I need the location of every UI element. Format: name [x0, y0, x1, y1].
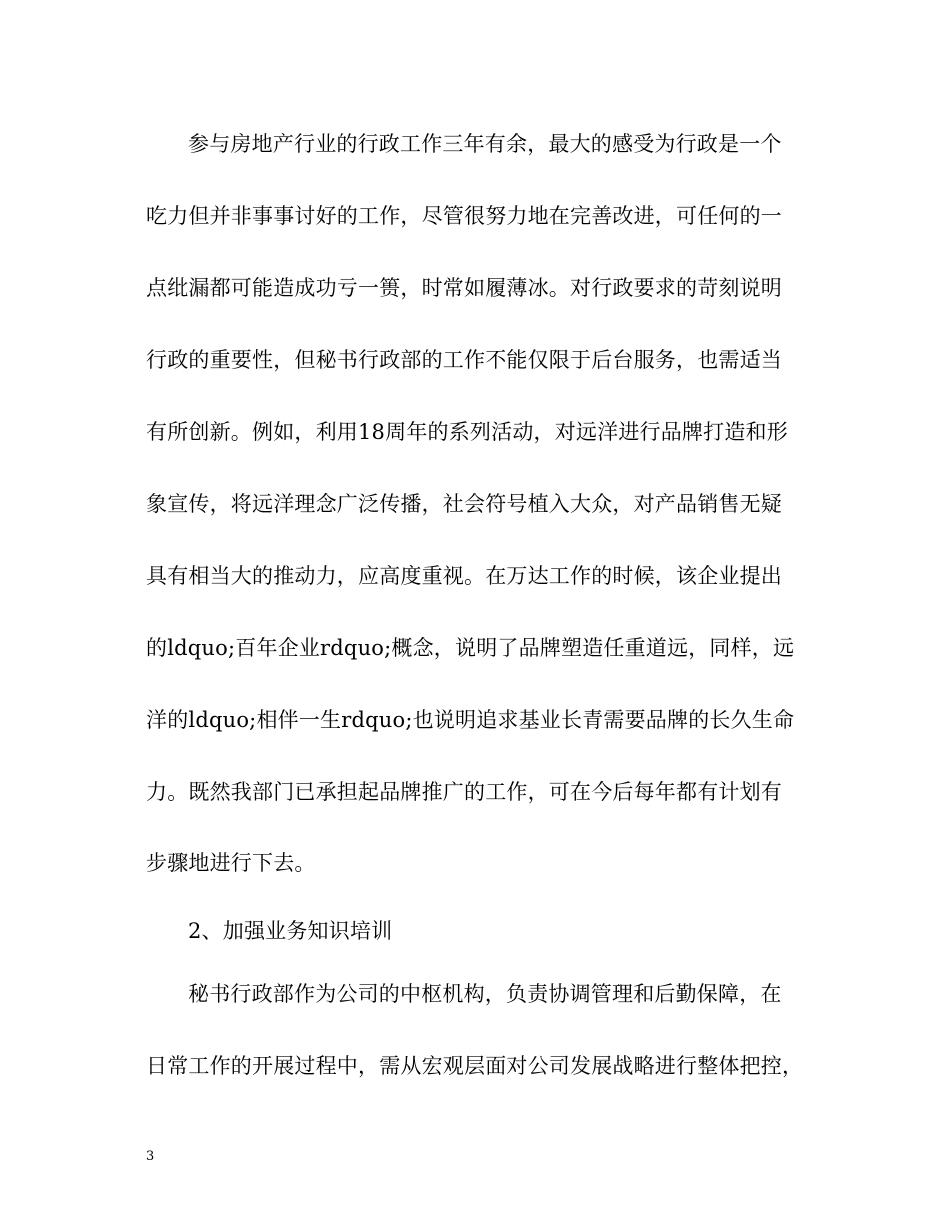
paragraph-line: 洋的ldquo;相伴一生rdquo;也说明追求基业长青需要品牌的长久生命	[146, 708, 795, 732]
paragraph-line: 力。既然我部门已承担起品牌推广的工作，可在今后每年都有计划有	[146, 780, 782, 804]
paragraph-line: 步骤地进行下去。	[146, 851, 316, 875]
paragraph-line: 有所创新。例如，利用18周年的系列活动，对远洋进行品牌打造和形	[146, 420, 788, 444]
paragraph-line: 具有相当大的推动力，应高度重视。在万达工作的时候，该企业提出	[146, 564, 782, 588]
paragraph-line: 行政的重要性，但秘书行政部的工作不能仅限于后台服务，也需适当	[146, 348, 782, 372]
paragraph-line: 吃力但并非事事讨好的工作，尽管很努力地在完善改进，可任何的一	[146, 204, 782, 228]
paragraph-line: 日常工作的开展过程中，需从宏观层面对公司发展战略进行整体把控，	[146, 1054, 804, 1078]
paragraph-line: 象宣传，将远洋理念广泛传播，社会符号植入大众，对产品销售无疑	[146, 492, 782, 516]
paragraph-line: 参与房地产行业的行政工作三年有余，最大的感受为行政是一个	[188, 132, 782, 156]
paragraph-line: 的ldquo;百年企业rdquo;概念，说明了品牌塑造任重道远，同样，远	[146, 636, 795, 660]
paragraph-line: 秘书行政部作为公司的中枢机构，负责协调管理和后勤保障，在	[188, 982, 782, 1006]
paragraph-line: 点纰漏都可能造成功亏一篑，时常如履薄冰。对行政要求的苛刻说明	[146, 276, 782, 300]
section-heading: 2、加强业务知识培训	[188, 919, 393, 943]
page-number: 3	[146, 1149, 155, 1164]
